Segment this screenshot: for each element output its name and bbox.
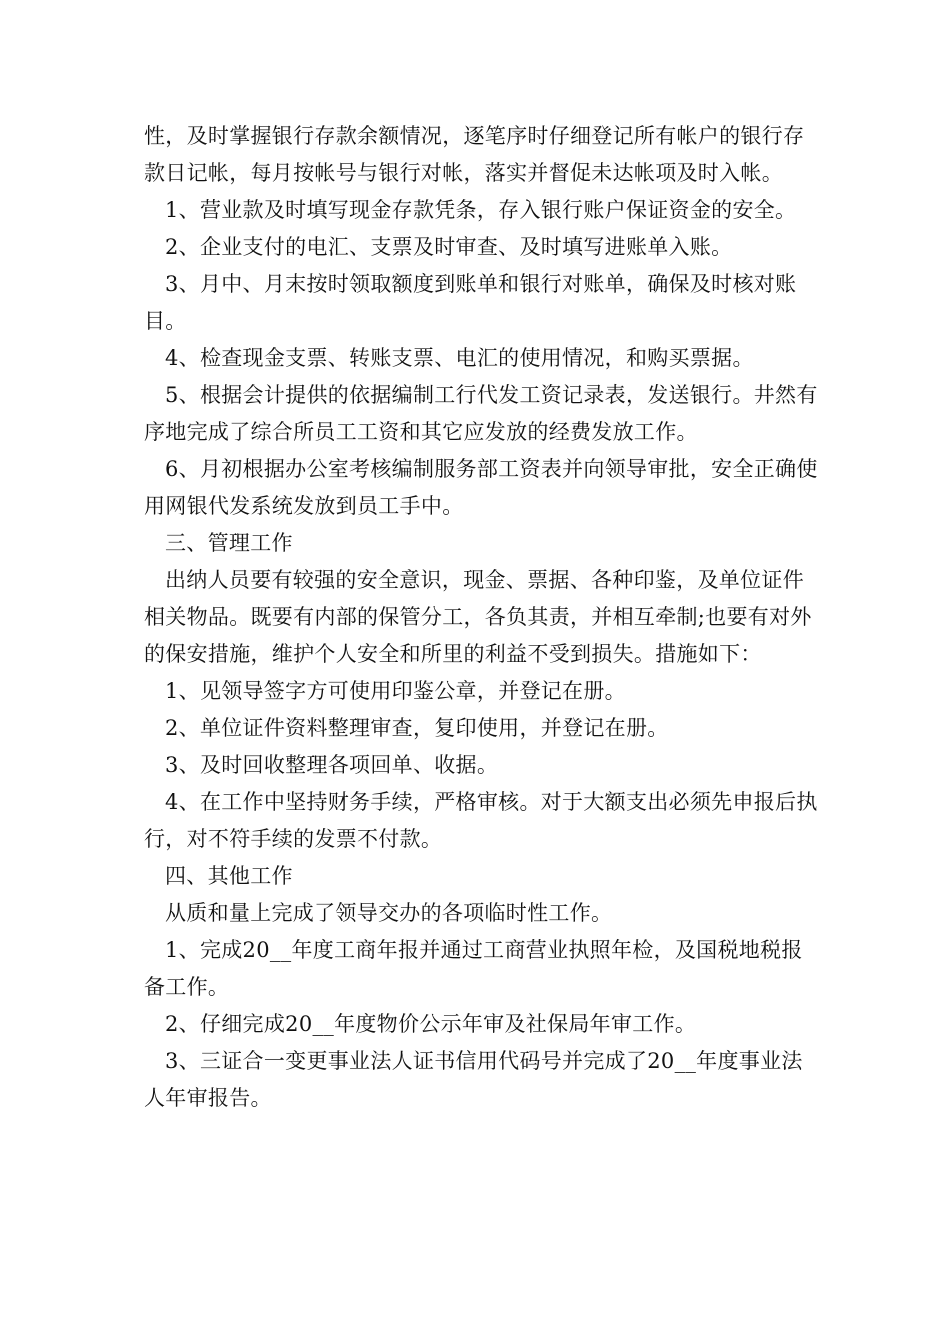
- list-item-certificate-review: 2、单位证件资料整理审查，复印使用，并登记在册。: [165, 716, 669, 740]
- document-body: [144, 118, 819, 1117]
- list-item-check-usage: 4、检查现金支票、转账支票、电汇的使用情况，和购买票据。: [165, 346, 754, 370]
- list-item-price-audit: 2、仔细完成20__年度物价公示年审及社保局年审工作。: [165, 1012, 697, 1036]
- paragraph-bank-ledger: 性，及时掌握银行存款余额情况，逐笔序时仔细登记所有帐户的银行存款日记帐，每月按帐号与银行对帐，落实并督促未达帐项及时入帐。: [144, 124, 805, 185]
- list-item-payroll-record: 5、根据会计提供的依据编制工行代发工资记录表，发送银行。井然有序地完成了综合所员工工资和其它应发放的经费发放工作。: [144, 383, 818, 444]
- paragraph-security-awareness: 出纳人员要有较强的安全意识，现金、票据、各种印鉴，及单位证件相关物品。既要有内部的保管分工，各负其责，并相互牵制;也要有对外的保安措施，维护个人安全和所里的利益不受到损失。措施如下：: [144, 568, 812, 666]
- list-item-seal-usage: 1、见领导签字方可使用印鉴公章，并登记在册。: [165, 679, 626, 703]
- list-item-annual-report: 1、完成20__年度工商年报并通过工商营业执照年检，及国税地税报备工作。: [144, 938, 803, 999]
- list-item-reconciliation: 3、月中、月末按时领取额度到账单和银行对账单，确保及时核对账目。: [144, 272, 797, 333]
- list-item-wire-transfer: 2、企业支付的电汇、支票及时审查、及时填写进账单入账。: [165, 235, 733, 259]
- list-item-approval-procedure: 4、在工作中坚持财务手续，严格审核。对于大额支出必须先申报后执行，对不符手续的发票不付款。: [144, 790, 818, 851]
- list-item-online-payroll: 6、月初根据办公室考核编制服务部工资表并向领导审批，安全正确使用网银代发系统发放到员工手中。: [144, 457, 818, 518]
- paragraph-temporary-work: 从质和量上完成了领导交办的各项临时性工作。: [165, 901, 613, 925]
- section-heading-other-work: 四、其他工作: [165, 864, 293, 888]
- list-item-legal-entity-report: 3、三证合一变更事业法人证书信用代码号并完成了20__年度事业法人年审报告。: [144, 1049, 803, 1110]
- list-item-deposit-slip: 1、营业款及时填写现金存款凭条，存入银行账户保证资金的安全。: [165, 198, 797, 222]
- list-item-receipt-collection: 3、及时回收整理各项回单、收据。: [165, 753, 499, 777]
- section-heading-management: 三、管理工作: [165, 531, 293, 555]
